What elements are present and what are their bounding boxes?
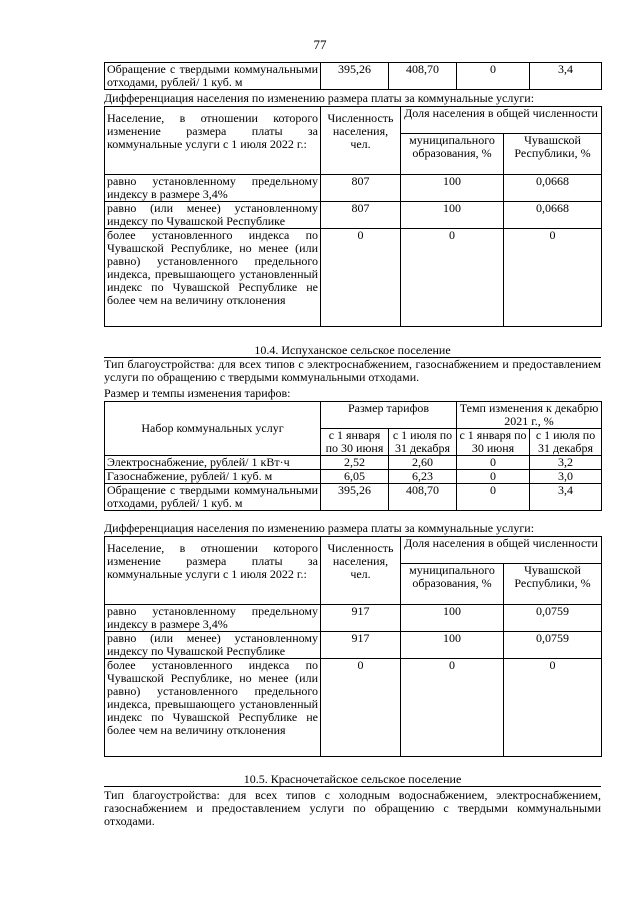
cell: 0	[401, 659, 504, 757]
diff-heading: Дифференциация населения по изменению размера платы за коммунальные услуги:	[104, 521, 535, 535]
cell: 807	[321, 202, 401, 229]
column-header: муниципального образования, %	[401, 134, 504, 175]
tariff-value: 395,26	[321, 484, 389, 511]
column-header: Набор коммунальных услуг	[105, 402, 321, 456]
column-header: Размер тарифов	[321, 402, 457, 429]
table-row	[105, 659, 602, 757]
cell: 0	[504, 229, 602, 327]
tariff-value: 6,05	[321, 470, 389, 484]
cell: 917	[321, 632, 401, 659]
tariff-value: 3,4	[530, 63, 602, 90]
column-header: Численность населения, чел.	[321, 537, 401, 605]
cell: 807	[321, 175, 401, 202]
tariff-value: 408,70	[389, 484, 457, 511]
cell: 0,0759	[504, 605, 602, 632]
table-row	[105, 605, 602, 632]
tariff-value: 395,26	[321, 63, 389, 90]
row-label: более установленного индекса по Чувашской Республике, но менее (или равно) установленного предельного индекса, превышающего установленный индекс по Чувашской Республике не более чем на величину отклонения	[105, 659, 321, 757]
column-header: Доля населения в общей численности	[401, 107, 602, 134]
cell: 100	[401, 175, 504, 202]
cell: 100	[401, 632, 504, 659]
row-label: равно установленному предельному индексу в размере 3,4%	[105, 175, 321, 202]
table-row	[105, 202, 602, 229]
cell: 0,0759	[504, 632, 602, 659]
column-header: Население, в отношении которого изменение размера платы за коммунальные услуги с 1 июля 2022 г.:	[105, 107, 321, 175]
row-label: равно установленному предельному индексу в размере 3,4%	[105, 605, 321, 632]
cell: 0	[401, 229, 504, 327]
cell: 100	[401, 605, 504, 632]
table-row	[105, 470, 602, 484]
tariff-value: 2,52	[321, 456, 389, 470]
page-number: 77	[313, 37, 327, 52]
tariff-value: 0	[457, 470, 530, 484]
row-label: равно (или менее) установленному индексу по Чувашской Республике	[105, 632, 321, 659]
tariff-value: 3,2	[530, 456, 602, 470]
column-header: Доля населения в общей численности	[401, 537, 602, 564]
column-header: Численность населения, чел.	[321, 107, 401, 175]
column-header: Чувашской Республики, %	[504, 134, 602, 175]
tariff-value: 0	[457, 456, 530, 470]
tariff-value: 0	[457, 484, 530, 511]
row-label: равно (или менее) установленному индексу по Чувашской Республике	[105, 202, 321, 229]
table-row	[105, 63, 602, 90]
cell: 100	[401, 202, 504, 229]
column-header: с 1 января по 30 июня	[321, 429, 389, 456]
table-row	[105, 229, 602, 327]
improvement-type: Тип благоустройства: для всех типов с холодным водоснабжением, электроснабжением, газоснабжением и предоставлением услуги по обращению с твердыми коммунальными отходами.	[104, 788, 601, 828]
diff-heading: Дифференциация населения по изменению размера платы за коммунальные услуги:	[104, 91, 535, 105]
table-row	[105, 456, 602, 470]
section-title: 10.4. Испуханское сельское поселение	[104, 344, 601, 358]
cell: 0	[321, 229, 401, 327]
table-row	[105, 175, 602, 202]
column-header: с 1 января по 30 июня	[457, 429, 530, 456]
tariff-value: 6,23	[389, 470, 457, 484]
tariff-value: 408,70	[389, 63, 457, 90]
table-row	[105, 632, 602, 659]
tariff-value: 2,60	[389, 456, 457, 470]
row-label: более установленного индекса по Чувашской Республике, но менее (или равно) установленного предельного индекса, превышающего установленный индекс по Чувашской Республике не более чем на величину отклонения	[105, 229, 321, 327]
tariff-name: Газоснабжение, рублей/ 1 куб. м	[105, 470, 321, 484]
tariff-table-continued	[104, 62, 602, 90]
improvement-type: Тип благоустройства: для всех типов с электроснабжением, газоснабжением и предоставлением услуги по обращению с твердыми коммунальными отходами.	[104, 357, 601, 384]
tariff-value: 3,0	[530, 470, 602, 484]
tariff-value: 3,4	[530, 484, 602, 511]
cell: 0	[504, 659, 602, 757]
tariff-name: Электроснабжение, рублей/ 1 кВт·ч	[105, 456, 321, 470]
cell: 917	[321, 605, 401, 632]
cell: 0,0668	[504, 202, 602, 229]
diff-table	[104, 106, 602, 327]
diff-table	[104, 536, 602, 757]
tariff-table	[104, 401, 602, 511]
column-header: Темп изменения к декабрю 2021 г., %	[457, 402, 602, 429]
table-row	[105, 484, 602, 511]
section-title: 10.5. Красночетайское сельское поселение	[104, 773, 601, 787]
cell: 0,0668	[504, 175, 602, 202]
column-header: с 1 июля по 31 декабря	[389, 429, 457, 456]
tariff-name: Обращение с твердыми коммунальными отходами, рублей/ 1 куб. м	[105, 63, 321, 90]
column-header: Чувашской Республики, %	[504, 564, 602, 605]
cell: 0	[321, 659, 401, 757]
tariffs-heading: Размер и темпы изменения тарифов:	[104, 386, 291, 400]
column-header: Население, в отношении которого изменение размера платы за коммунальные услуги с 1 июля 2022 г.:	[105, 537, 321, 605]
column-header: муниципального образования, %	[401, 564, 504, 605]
tariff-name: Обращение с твердыми коммунальными отходами, рублей/ 1 куб. м	[105, 484, 321, 511]
tariff-value: 0	[457, 63, 530, 90]
column-header: с 1 июля по 31 декабря	[530, 429, 602, 456]
